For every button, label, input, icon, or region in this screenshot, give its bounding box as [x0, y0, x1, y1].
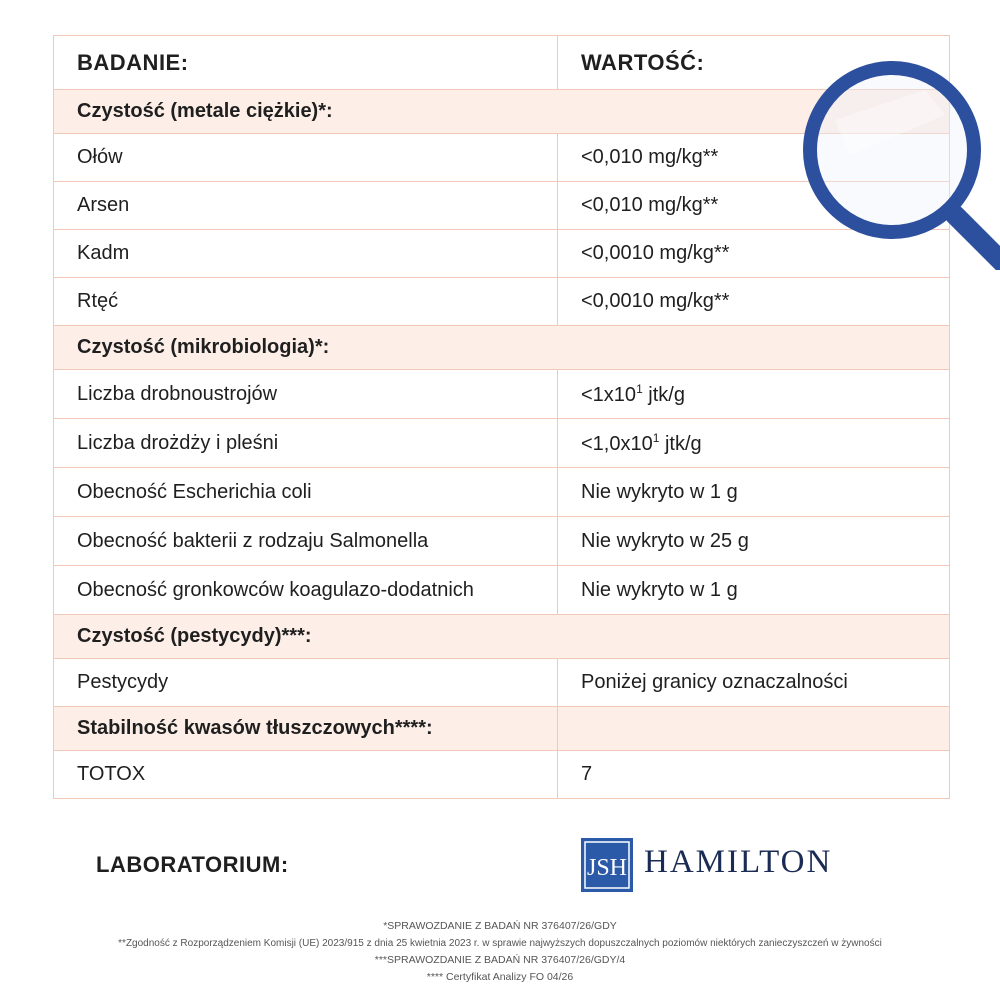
row-name: Liczba drobnoustrojów	[54, 370, 558, 419]
row-value	[558, 370, 950, 419]
results-table	[53, 35, 950, 799]
value-suffix: jtk/g	[642, 383, 685, 406]
table-row	[54, 230, 950, 278]
row-name: Ołów	[54, 134, 558, 182]
section-title: Stabilność kwasów tłuszczowych****:	[54, 707, 558, 751]
row-value: <0,0010 mg/kg**	[558, 278, 950, 326]
row-value: Nie wykryto w 25 g	[558, 517, 950, 566]
row-value: Nie wykryto w 1 g	[558, 468, 950, 517]
value-suffix: jtk/g	[659, 432, 702, 455]
row-value: <0,0010 mg/kg**	[558, 230, 950, 278]
laboratory-label: LABORATORIUM:	[96, 852, 289, 877]
row-name: Obecność gronkowców koagulazo-dodatnich	[54, 566, 558, 615]
header-test: BADANIE:	[54, 36, 558, 90]
header-value: WARTOŚĆ:	[558, 36, 950, 90]
row-name: Pestycydy	[54, 659, 558, 707]
row-value: 7	[558, 751, 950, 799]
table-row	[54, 419, 950, 468]
hamilton-logo	[581, 838, 851, 892]
footnote: **** Certyfikat Analizy FO 04/26	[426, 971, 574, 983]
section-title: Czystość (mikrobiologia)*:	[54, 326, 950, 370]
footnote: **Zgodność z Rozporządzeniem Komisji (UE) 2023/915 z dnia 25 kwietnia 2023 r. w sprawie najwyższych dopuszczalnych poziomów niektórych zanieczyszczeń w żywności	[118, 938, 882, 949]
section-empty-cell	[558, 707, 950, 751]
row-name: Obecność Escherichia coli	[54, 468, 558, 517]
row-name: TOTOX	[54, 751, 558, 799]
section-heavy-metals	[54, 90, 950, 134]
table-row	[54, 278, 950, 326]
section-title: Czystość (metale ciężkie)*:	[54, 90, 950, 134]
footnote: ***SPRAWOZDANIE Z BADAŃ NR 376407/26/GDY/4	[374, 954, 626, 966]
value-exponent: 1	[636, 381, 643, 396]
row-value	[558, 419, 950, 468]
row-value: <0,010 mg/kg**	[558, 182, 950, 230]
jsh-logo-icon	[581, 838, 633, 892]
logo-mark-text: JSH	[586, 855, 628, 881]
value-prefix: <1,0x10	[581, 432, 653, 455]
row-name: Liczba drożdży i pleśni	[54, 419, 558, 468]
footnotes	[0, 918, 1000, 986]
footnote: *SPRAWOZDANIE Z BADAŃ NR 376407/26/GDY	[383, 920, 617, 932]
value-exponent: 1	[652, 430, 660, 445]
row-name: Rtęć	[54, 278, 558, 326]
table-row	[54, 566, 950, 615]
table-row	[54, 182, 950, 230]
table-row	[54, 751, 950, 799]
row-name: Kadm	[54, 230, 558, 278]
logo-text: HAMILTON	[644, 844, 833, 880]
table-row	[54, 517, 950, 566]
row-value: Nie wykryto w 1 g	[558, 566, 950, 615]
table-row	[54, 659, 950, 707]
section-microbiology	[54, 326, 950, 370]
value-prefix: <1x10	[581, 383, 637, 406]
table-row	[54, 370, 950, 419]
section-title: Czystość (pestycydy)***:	[54, 615, 950, 659]
section-pesticides	[54, 615, 950, 659]
row-value: Poniżej granicy oznaczalności	[558, 659, 950, 707]
row-name: Obecność bakterii z rodzaju Salmonella	[54, 517, 558, 566]
row-name: Arsen	[54, 182, 558, 230]
table-row	[54, 134, 950, 182]
section-fatty-acids	[54, 707, 950, 751]
table-row	[54, 468, 950, 517]
row-value: <0,010 mg/kg**	[558, 134, 950, 182]
table-header	[54, 36, 950, 90]
